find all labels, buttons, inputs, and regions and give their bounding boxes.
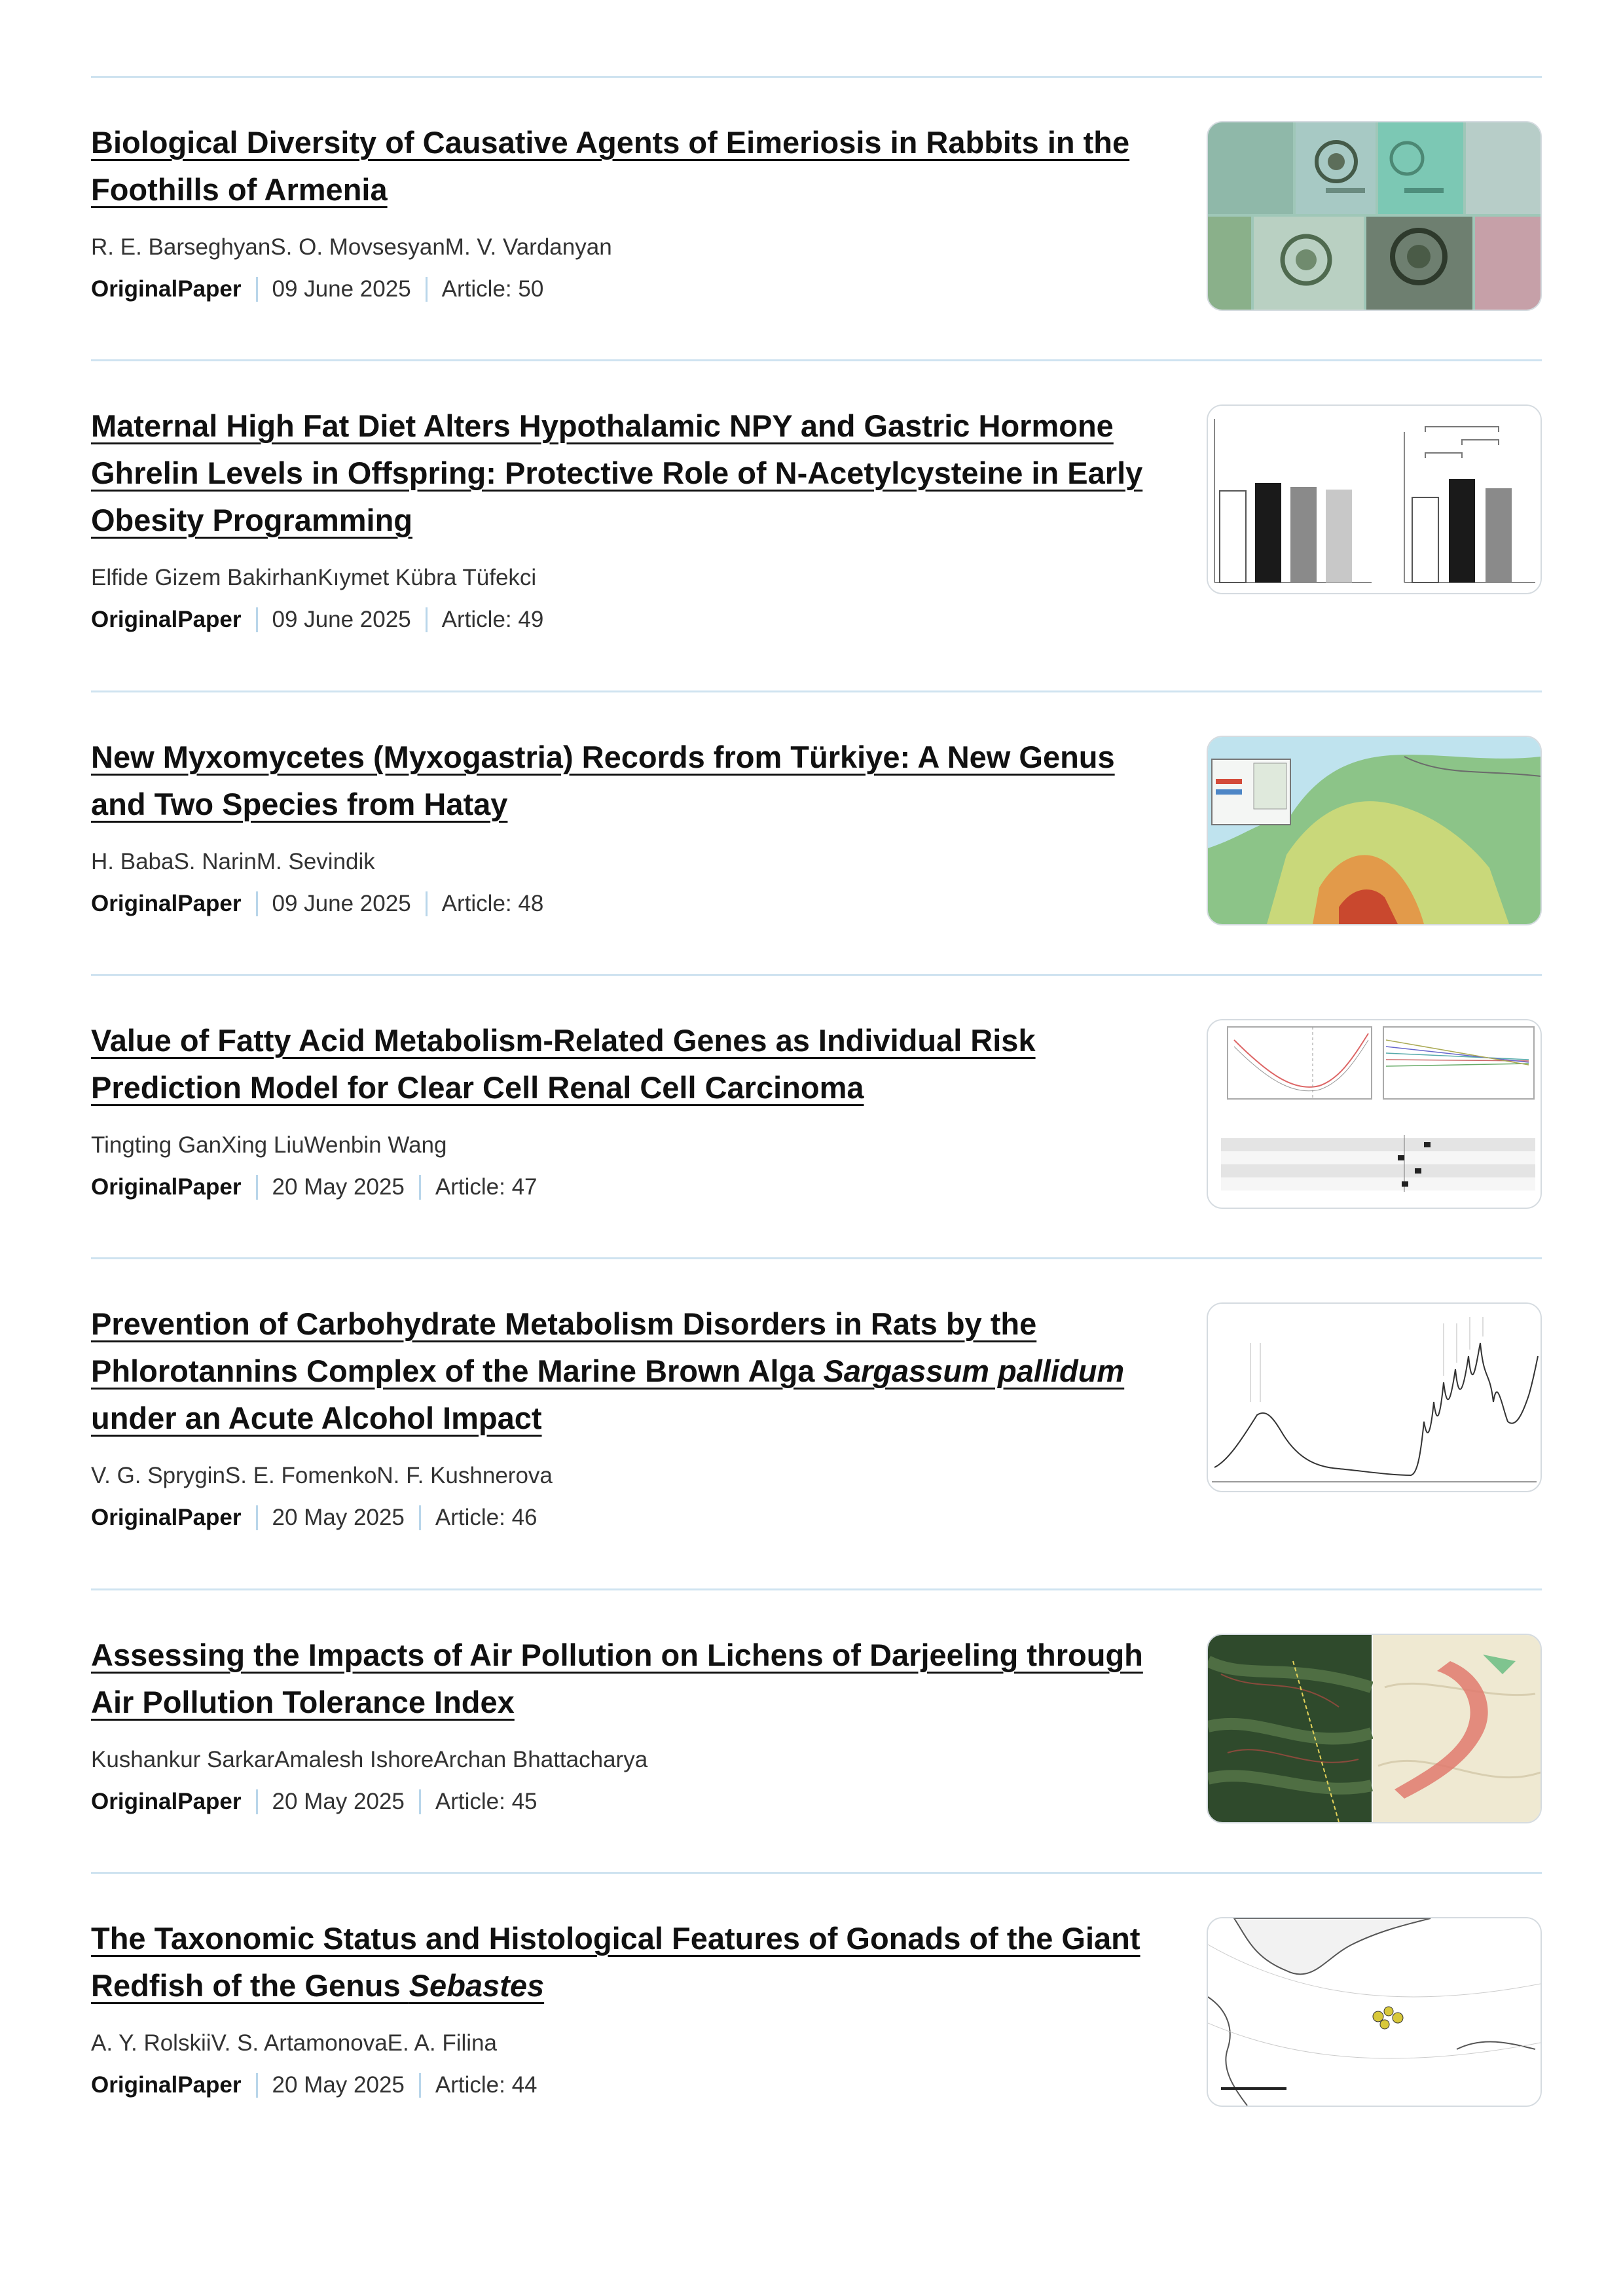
- article-title: [91, 1300, 1165, 1442]
- article-meta: [91, 1173, 1165, 1202]
- article-thumbnail[interactable]: [1207, 121, 1542, 311]
- article-title: [91, 734, 1165, 828]
- article-title-link[interactable]: New Myxomycetes (Myxogastria) Records from Türkiye: A New Genus and Two Species from Hatay: [91, 740, 1115, 821]
- publication-date: 20 May 2025: [272, 1505, 405, 1530]
- article-title: [91, 403, 1165, 544]
- article-title-link[interactable]: Prevention of Carbohydrate Metabolism Disorders in Rats by the Phlorotannins Complex of the Marine Brown Alga Sargassum pallidum under an Acute Alcohol Impact: [91, 1306, 1125, 1435]
- article-authors: H. BabaS. NarinM. Sevindik: [91, 849, 375, 874]
- article-number: Article: 45: [435, 1789, 538, 1814]
- publication-date: 20 May 2025: [272, 1789, 405, 1814]
- meta-separator: [256, 1505, 258, 1530]
- article-thumbnail[interactable]: [1207, 1634, 1542, 1823]
- article-list: [91, 76, 1542, 2155]
- article-title-link[interactable]: Biological Diversity of Causative Agents of Eimeriosis in Rabbits in the Foothills of Armenia: [91, 125, 1130, 207]
- article-number: Article: 46: [435, 1505, 538, 1530]
- article-meta: [91, 1503, 1165, 1532]
- publication-date: 09 June 2025: [272, 891, 411, 916]
- article-meta: [91, 1787, 1165, 1816]
- content-type: OriginalPaper: [91, 1505, 242, 1530]
- article-authors: A. Y. RolskiiV. S. ArtamonovaE. A. Filina: [91, 2030, 497, 2056]
- meta-separator: [256, 1789, 258, 1814]
- meta-separator: [256, 277, 258, 302]
- article-thumbnail[interactable]: [1207, 1917, 1542, 2107]
- meta-separator: [256, 2073, 258, 2098]
- article-title: [91, 1632, 1165, 1726]
- content-type: OriginalPaper: [91, 607, 242, 632]
- article-authors: V. G. SpryginS. E. FomenkoN. F. Kushnerova: [91, 1463, 553, 1488]
- publication-date: 09 June 2025: [272, 276, 411, 302]
- article-meta: [91, 2071, 1165, 2100]
- article-title-link[interactable]: Assessing the Impacts of Air Pollution on Lichens of Darjeeling through Air Pollution Tolerance Index: [91, 1638, 1143, 1719]
- meta-separator: [426, 607, 428, 632]
- article-authors: Tingting GanXing LiuWenbin Wang: [91, 1132, 447, 1158]
- article-title-link[interactable]: Value of Fatty Acid Metabolism-Related Genes as Individual Risk Prediction Model for Clear Cell Renal Cell Carcinoma: [91, 1023, 1036, 1105]
- article-title: [91, 1915, 1165, 2009]
- meta-separator: [256, 607, 258, 632]
- content-type: OriginalPaper: [91, 276, 242, 302]
- article-thumbnail[interactable]: [1207, 1302, 1542, 1492]
- content-type: OriginalPaper: [91, 2072, 242, 2098]
- article-number: Article: 44: [435, 2072, 538, 2098]
- article-item: [91, 1874, 1542, 2155]
- content-type: OriginalPaper: [91, 1789, 242, 1814]
- content-type: OriginalPaper: [91, 1174, 242, 1200]
- meta-separator: [256, 1175, 258, 1200]
- article-item: [91, 78, 1542, 359]
- article-title: [91, 119, 1165, 213]
- content-type: OriginalPaper: [91, 891, 242, 916]
- article-authors: Kushankur SarkarAmalesh IshoreArchan Bhattacharya: [91, 1747, 648, 1772]
- article-meta: [91, 889, 1165, 918]
- meta-separator: [419, 1175, 421, 1200]
- article-number: Article: 50: [441, 276, 544, 302]
- meta-separator: [256, 891, 258, 916]
- article-thumbnail[interactable]: [1207, 1019, 1542, 1209]
- article-item: [91, 1590, 1542, 1872]
- article-thumbnail[interactable]: [1207, 736, 1542, 925]
- article-meta: [91, 275, 1165, 304]
- article-title-link[interactable]: Maternal High Fat Diet Alters Hypothalamic NPY and Gastric Hormone Ghrelin Levels in Offspring: Protective Role of N-Acetylcysteine in Early Obesity Programming: [91, 408, 1143, 537]
- article-number: Article: 48: [441, 891, 544, 916]
- article-item: [91, 692, 1542, 974]
- article-number: Article: 49: [441, 607, 544, 632]
- article-thumbnail[interactable]: [1207, 404, 1542, 594]
- publication-date: 20 May 2025: [272, 2072, 405, 2098]
- article-authors: R. E. BarseghyanS. O. MovsesyanM. V. Vardanyan: [91, 234, 612, 260]
- article-authors: Elfide Gizem BakirhanKıymet Kübra Tüfekci: [91, 565, 537, 590]
- meta-separator: [419, 1789, 421, 1814]
- meta-separator: [419, 1505, 421, 1530]
- publication-date: 09 June 2025: [272, 607, 411, 632]
- article-title-link[interactable]: The Taxonomic Status and Histological Features of Gonads of the Giant Redfish of the Genus Sebastes: [91, 1921, 1140, 2003]
- article-item: [91, 361, 1542, 691]
- article-meta: [91, 605, 1165, 634]
- meta-separator: [426, 277, 428, 302]
- article-title: [91, 1017, 1165, 1111]
- article-item: [91, 1259, 1542, 1588]
- meta-separator: [426, 891, 428, 916]
- meta-separator: [419, 2073, 421, 2098]
- article-item: [91, 976, 1542, 1257]
- publication-date: 20 May 2025: [272, 1174, 405, 1200]
- article-number: Article: 47: [435, 1174, 538, 1200]
